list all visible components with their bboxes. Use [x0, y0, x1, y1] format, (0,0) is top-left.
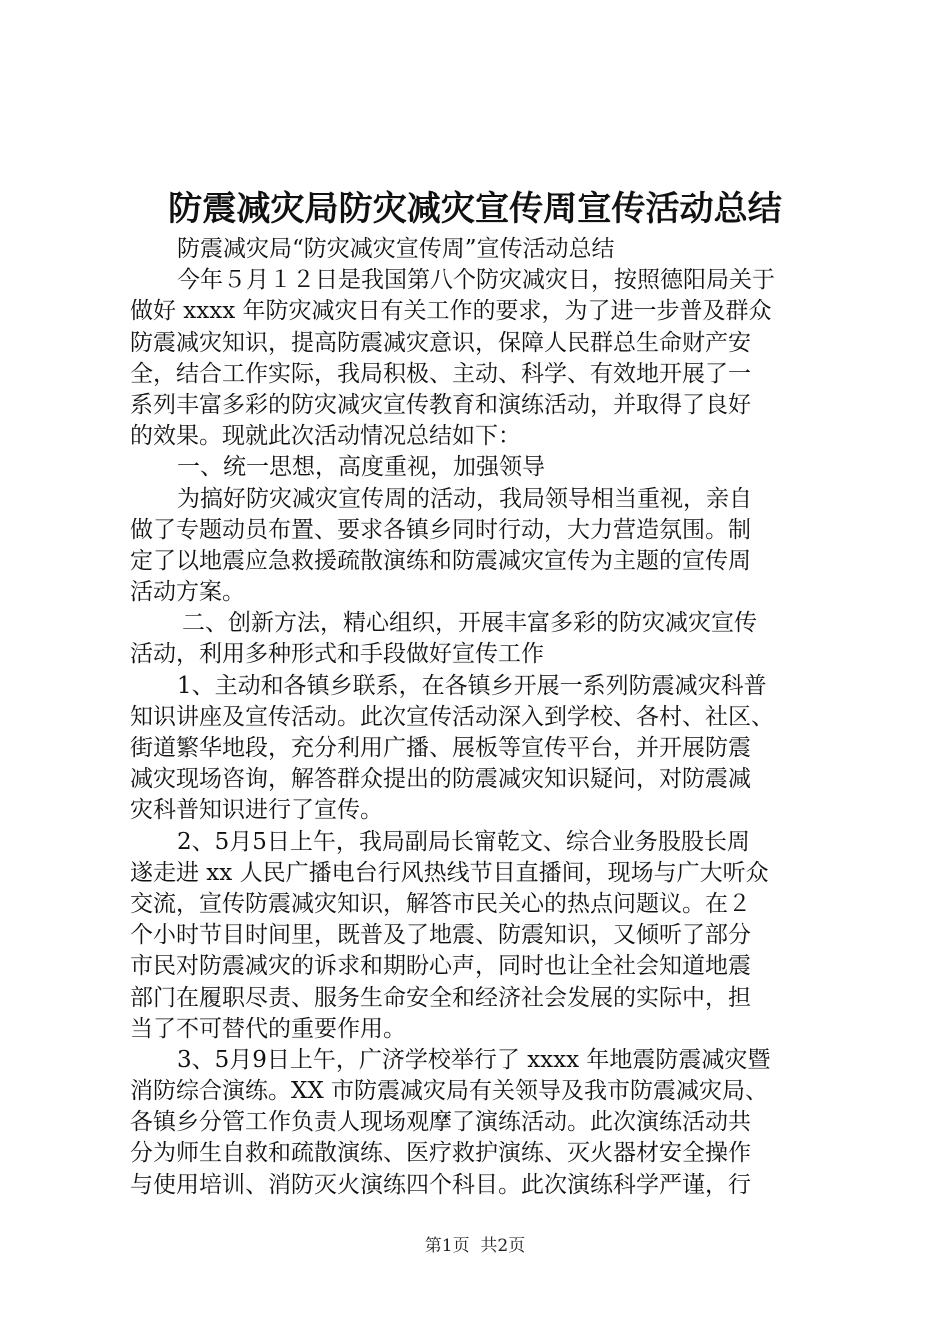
paragraph-line: 做了专题动员布置、要求各镇乡同时行动，大力营造氛围。制 — [130, 516, 751, 543]
paragraph-line: 分为师生自救和疏散演练、医疗救护演练、灭火器材安全操作 — [130, 1140, 751, 1167]
paragraph-line: 3、5月9日上午，广济学校举行了 xxxx 年地震防震减灾暨 — [177, 1046, 771, 1073]
paragraph-line: 为搞好防灾减灾宣传周的活动，我局领导相当重视，亲自 — [177, 485, 752, 512]
paragraph-line: 的效果。现就此次活动情况总结如下： — [130, 423, 521, 450]
paragraph-line: 活动方案。 — [130, 579, 245, 606]
paragraph-line: 定了以地震应急救援疏散演练和防震减灾宣传为主题的宣传周 — [130, 547, 751, 574]
document-body — [130, 234, 830, 1201]
paragraph-line: 与使用培训、消防灭火演练四个科目。此次演练科学严谨，行 — [130, 1171, 751, 1198]
section-heading: 活动，利用多种形式和手段做好宣传工作 — [130, 641, 544, 668]
paragraph-line: 灾科普知识进行了宣传。 — [130, 797, 383, 824]
paragraph-line: 街道繁华地段，充分利用广播、展板等宣传平台，并开展防震 — [130, 735, 751, 761]
paragraph-line: 做好 xxxx 年防灾减灾日有关工作的要求，为了进一步普及群众 — [130, 298, 772, 325]
paragraph-line: 遂走进 xx 人民广播电台行风热线节目直播间，现场与广大听众 — [130, 859, 769, 886]
paragraph-line: 部门在履职尽责、服务生命安全和经济社会发展的实际中，担 — [130, 984, 751, 1011]
paragraph-line: 2、5月5日上午，我局副局长甯乾文、综合业务股股长周 — [177, 828, 750, 855]
paragraph-line: 各镇乡分管工作负责人现场观摩了演练活动。此次演练活动共 — [130, 1109, 751, 1136]
paragraph-line: 今年５月１２日是我国第八个防灾减灾日，按照德阳局关于 — [177, 267, 775, 294]
paragraph-line: 当了不可替代的重要作用。 — [130, 1015, 406, 1042]
paragraph-line: 全，结合工作实际，我局积极、主动、科学、有效地开展了一 — [130, 360, 751, 387]
section-heading: 一、统一思想，高度重视，加强领导 — [177, 454, 545, 481]
page-number: 第1页 共2页 — [424, 1236, 526, 1256]
subtitle-line: 防震减灾局“防灾减灾宣传周”宣传活动总结 — [177, 236, 615, 262]
section-heading: 二、创新方法，精心组织，开展丰富多彩的防灾减灾宣传 — [182, 610, 757, 637]
paragraph-line: 交流，宣传防震减灾知识，解答市民关心的热点问题议。在２ — [130, 890, 751, 917]
paragraph-line: 知识讲座及宣传活动。此次宣传活动深入到学校、各村、社区、 — [130, 703, 774, 730]
paragraph-line: 消防综合演练。XX 市防震减灾局有关领导及我市防震减灾局、 — [130, 1078, 769, 1105]
page-footer — [0, 1234, 950, 1258]
paragraph-line: 市民对防震减灾的诉求和期盼心声，同时也让全社会知道地震 — [130, 953, 751, 980]
paragraph-line: 1、主动和各镇乡联系，在各镇乡开展一系列防震减灾科普 — [177, 672, 767, 699]
paragraph-line: 减灾现场咨询，解答群众提出的防震减灾知识疑问，对防震减 — [130, 766, 751, 793]
paragraph-line: 防震减灾知识，提高防震减灾意识，保障人民群总生命财产安 — [130, 329, 751, 356]
paragraph-line: 个小时节目时间里，既普及了地震、防震知识，又倾听了部分 — [130, 922, 751, 949]
paragraph-line: 系列丰富多彩的防灾减灾宣传教育和演练活动，并取得了良好 — [130, 391, 751, 418]
document-title: 防震减灾局防灾减灾宣传周宣传活动总结 — [168, 189, 782, 229]
